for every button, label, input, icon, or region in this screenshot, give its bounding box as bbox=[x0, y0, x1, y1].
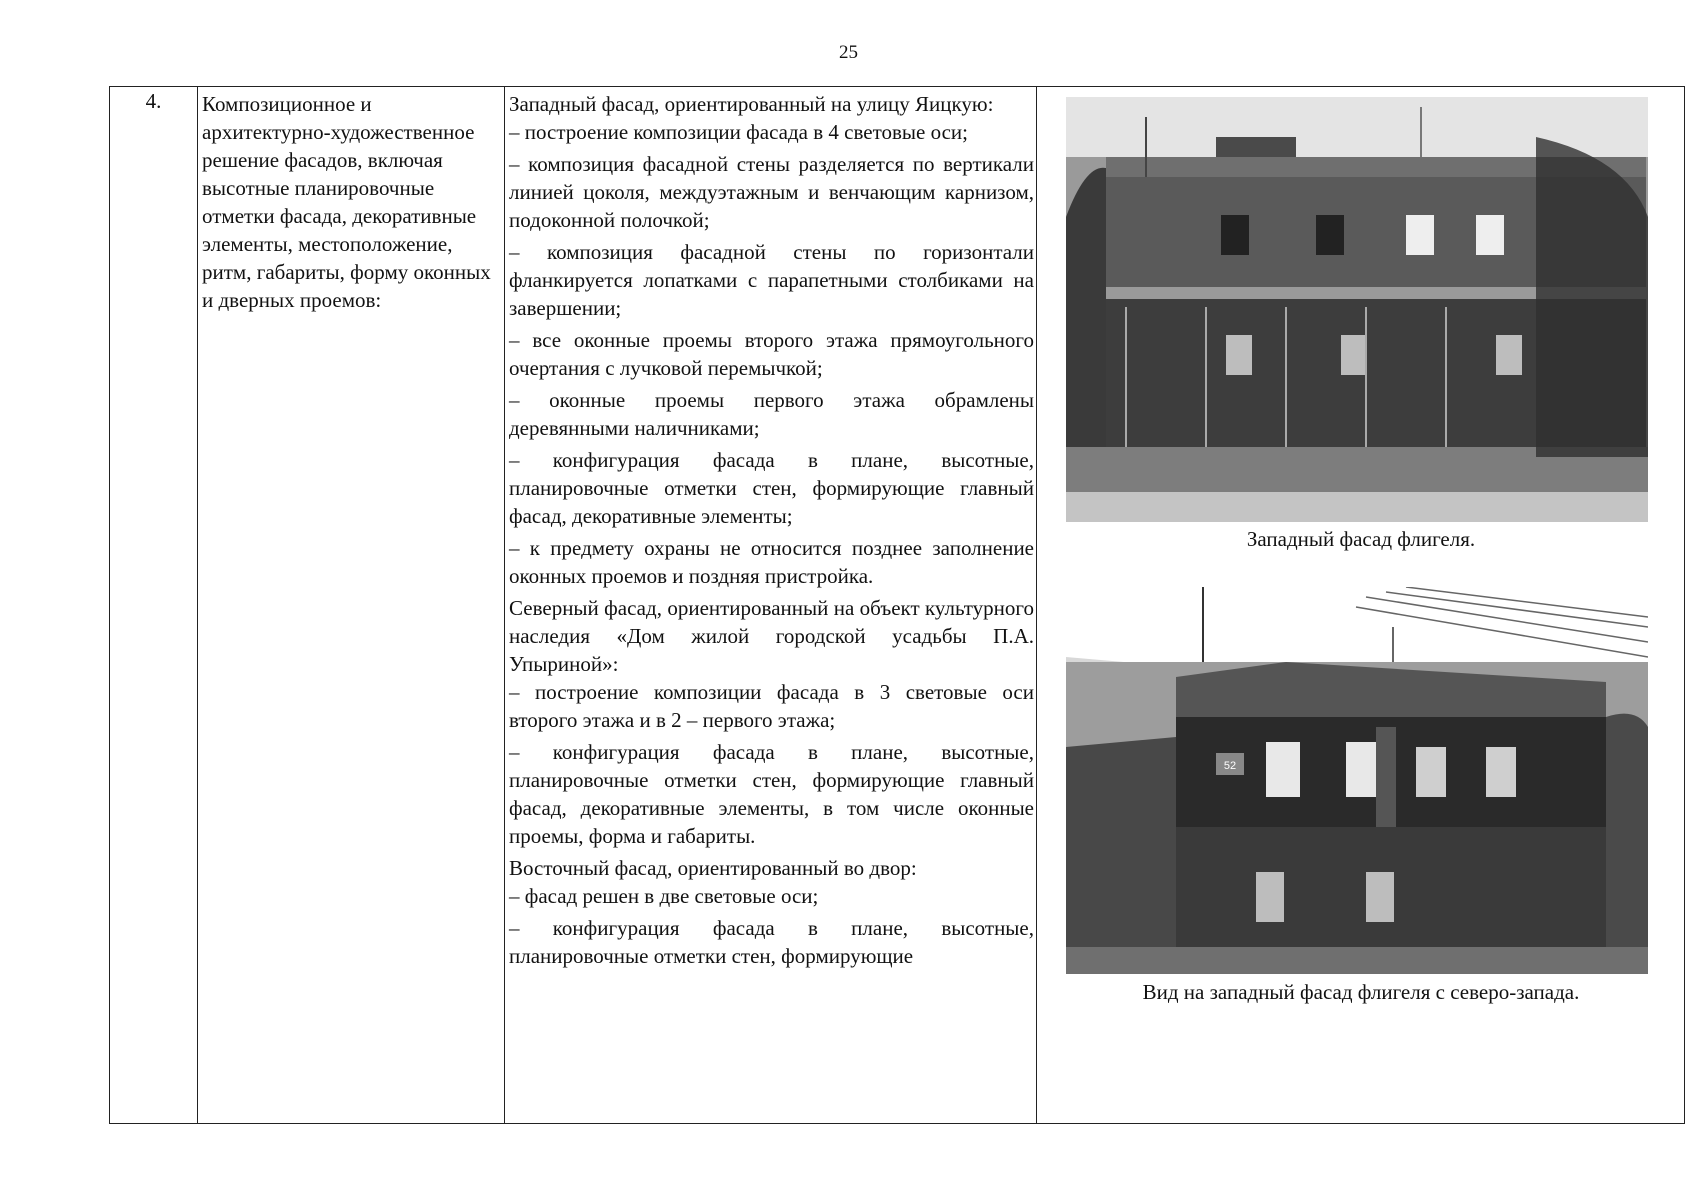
facade-item: – оконные проемы первого этажа обрамлены деревянными наличниками; bbox=[509, 388, 1034, 440]
facade-item: – к предмету охраны не относится позднее заполнение оконных проемов и поздняя пристройка. bbox=[509, 536, 1034, 588]
protection-subject-table bbox=[109, 86, 1685, 1124]
facade-item: – конфигурация фасада в плане, высотные, планировочные отметки стен, формирующие главный фасад, декоративные элементы; bbox=[509, 448, 1034, 528]
facade-item: – композиция фасадной стены разделяется по вертикали линией цоколя, междуэтажным и венчающим карнизом, подоконной полочкой; bbox=[509, 152, 1034, 232]
photo-west-facade-caption: Западный фасад флигеля. bbox=[1246, 527, 1476, 551]
row-number: 4. bbox=[145, 89, 162, 113]
row-number-cell bbox=[110, 87, 198, 1124]
facade-item: – построение композиции фасада в 3 световые оси второго этажа и в 2 – первого этажа; bbox=[509, 680, 1034, 732]
facade-heading: Западный фасад, ориентированный на улицу Яицкую: bbox=[509, 92, 994, 116]
description-text bbox=[505, 87, 1036, 970]
facade-heading: Северный фасад, ориентированный на объект культурного наследия «Дом жилой городской усадьбы П.А. Упыриной»: bbox=[509, 596, 1034, 676]
table-row bbox=[110, 87, 1685, 1124]
photo-northwest-view-caption: Вид на западный фасад флигеля с северо-запада. bbox=[1142, 980, 1580, 1004]
facade-item: – конфигурация фасада в плане, высотные, планировочные отметки стен, формирующие bbox=[509, 916, 1034, 968]
facade-heading: Восточный фасад, ориентированный во двор: bbox=[509, 856, 917, 880]
row-name: Композиционное и архитектурно-художественное решение фасадов, включая высотные планировочные отметки фасада, декоративные элементы, местоположение, ритм, габариты, форму оконных и дверных проемов: bbox=[202, 92, 491, 312]
facade-item: – построение композиции фасада в 4 световые оси; bbox=[509, 120, 968, 144]
row-description-cell bbox=[505, 87, 1037, 1124]
page-number: 25 bbox=[839, 42, 858, 63]
photo-west-facade bbox=[1066, 97, 1648, 522]
facade-item: – композиция фасадной стены по горизонтали фланкируется лопатками с парапетными столбиками на завершении; bbox=[509, 240, 1034, 320]
facade-item: – все оконные проемы второго этажа прямоугольного очертания с лучковой перемычкой; bbox=[509, 328, 1034, 380]
row-name-cell bbox=[198, 87, 505, 1124]
row-photos-cell bbox=[1037, 87, 1685, 1124]
facade-item: – конфигурация фасада в плане, высотные, планировочные отметки стен, формирующие главный фасад, декоративные элементы, в том числе оконные проемы, форма и габариты. bbox=[509, 740, 1034, 848]
photo-northwest-view bbox=[1066, 587, 1648, 974]
facade-item: – фасад решен в две световые оси; bbox=[509, 884, 819, 908]
house-number-plate: 52 bbox=[1223, 760, 1237, 772]
